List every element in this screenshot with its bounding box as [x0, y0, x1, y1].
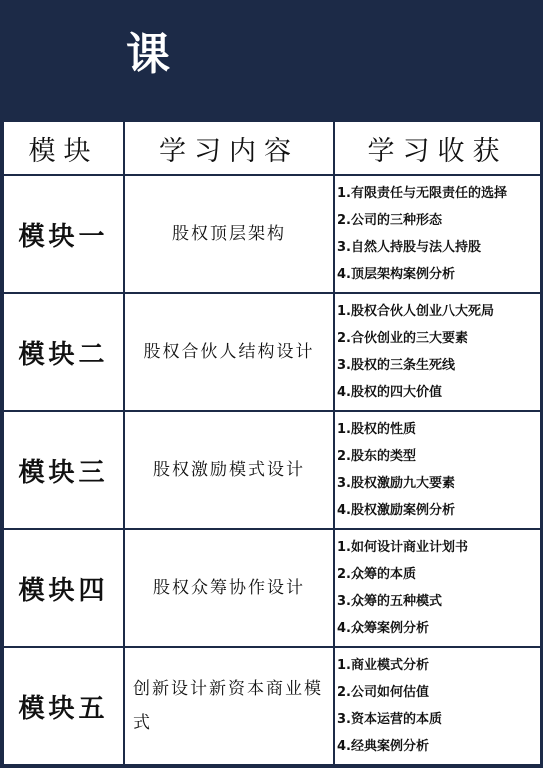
- banner-title: 课: [126, 29, 170, 80]
- gain-item: 2.合伙创业的三大要素: [337, 331, 468, 346]
- course-table-frame: [0, 118, 543, 768]
- table-row: [3, 647, 541, 765]
- gains-cell: [334, 529, 541, 647]
- header-module: 模块: [3, 121, 124, 175]
- gain-item: 2.股东的类型: [337, 449, 416, 464]
- header-content: 学习内容: [124, 121, 334, 175]
- content-cell: 股权顶层架构: [124, 175, 334, 293]
- gain-item: 3.众筹的五种模式: [337, 594, 442, 609]
- gain-item: 1.商业模式分析: [337, 658, 429, 673]
- gain-item: 4.众筹案例分析: [337, 621, 429, 636]
- module-cell: 模块三: [3, 411, 124, 529]
- gains-cell: [334, 411, 541, 529]
- course-table: [2, 120, 542, 766]
- gain-item: 1.股权合伙人创业八大死局: [337, 304, 494, 319]
- module-cell: 模块二: [3, 293, 124, 411]
- content-cell: 创新设计新资本商业模式: [124, 647, 334, 765]
- module-cell: 模块一: [3, 175, 124, 293]
- gain-item: 3.股权的三条生死线: [337, 358, 455, 373]
- table-row: [3, 293, 541, 411]
- header-gains: 学习收获: [334, 121, 541, 175]
- gains-cell: [334, 293, 541, 411]
- gain-item: 4.股权的四大价值: [337, 385, 442, 400]
- header-banner: [0, 0, 543, 118]
- gain-item: 1.如何设计商业计划书: [337, 540, 468, 555]
- gain-item: 3.股权激励九大要素: [337, 476, 455, 491]
- gains-cell: [334, 175, 541, 293]
- content-cell: 股权合伙人结构设计: [124, 293, 334, 411]
- gains-cell: [334, 647, 541, 765]
- table-row: [3, 411, 541, 529]
- module-cell: 模块四: [3, 529, 124, 647]
- gain-item: 4.顶层架构案例分析: [337, 267, 455, 282]
- gain-item: 2.众筹的本质: [337, 567, 416, 582]
- table-row: [3, 175, 541, 293]
- gain-item: 1.有限责任与无限责任的选择: [337, 186, 507, 201]
- content-cell: 股权激励模式设计: [124, 411, 334, 529]
- gain-item: 4.经典案例分析: [337, 739, 429, 754]
- content-cell: 股权众筹协作设计: [124, 529, 334, 647]
- gain-item: 3.自然人持股与法人持股: [337, 240, 481, 255]
- gain-item: 2.公司如何估值: [337, 685, 429, 700]
- module-cell: 模块五: [3, 647, 124, 765]
- table-row: [3, 529, 541, 647]
- gain-item: 3.资本运营的本质: [337, 712, 442, 727]
- table-header-row: [3, 121, 541, 175]
- gain-item: 1.股权的性质: [337, 422, 416, 437]
- gain-item: 4.股权激励案例分析: [337, 503, 455, 518]
- gain-item: 2.公司的三种形态: [337, 213, 442, 228]
